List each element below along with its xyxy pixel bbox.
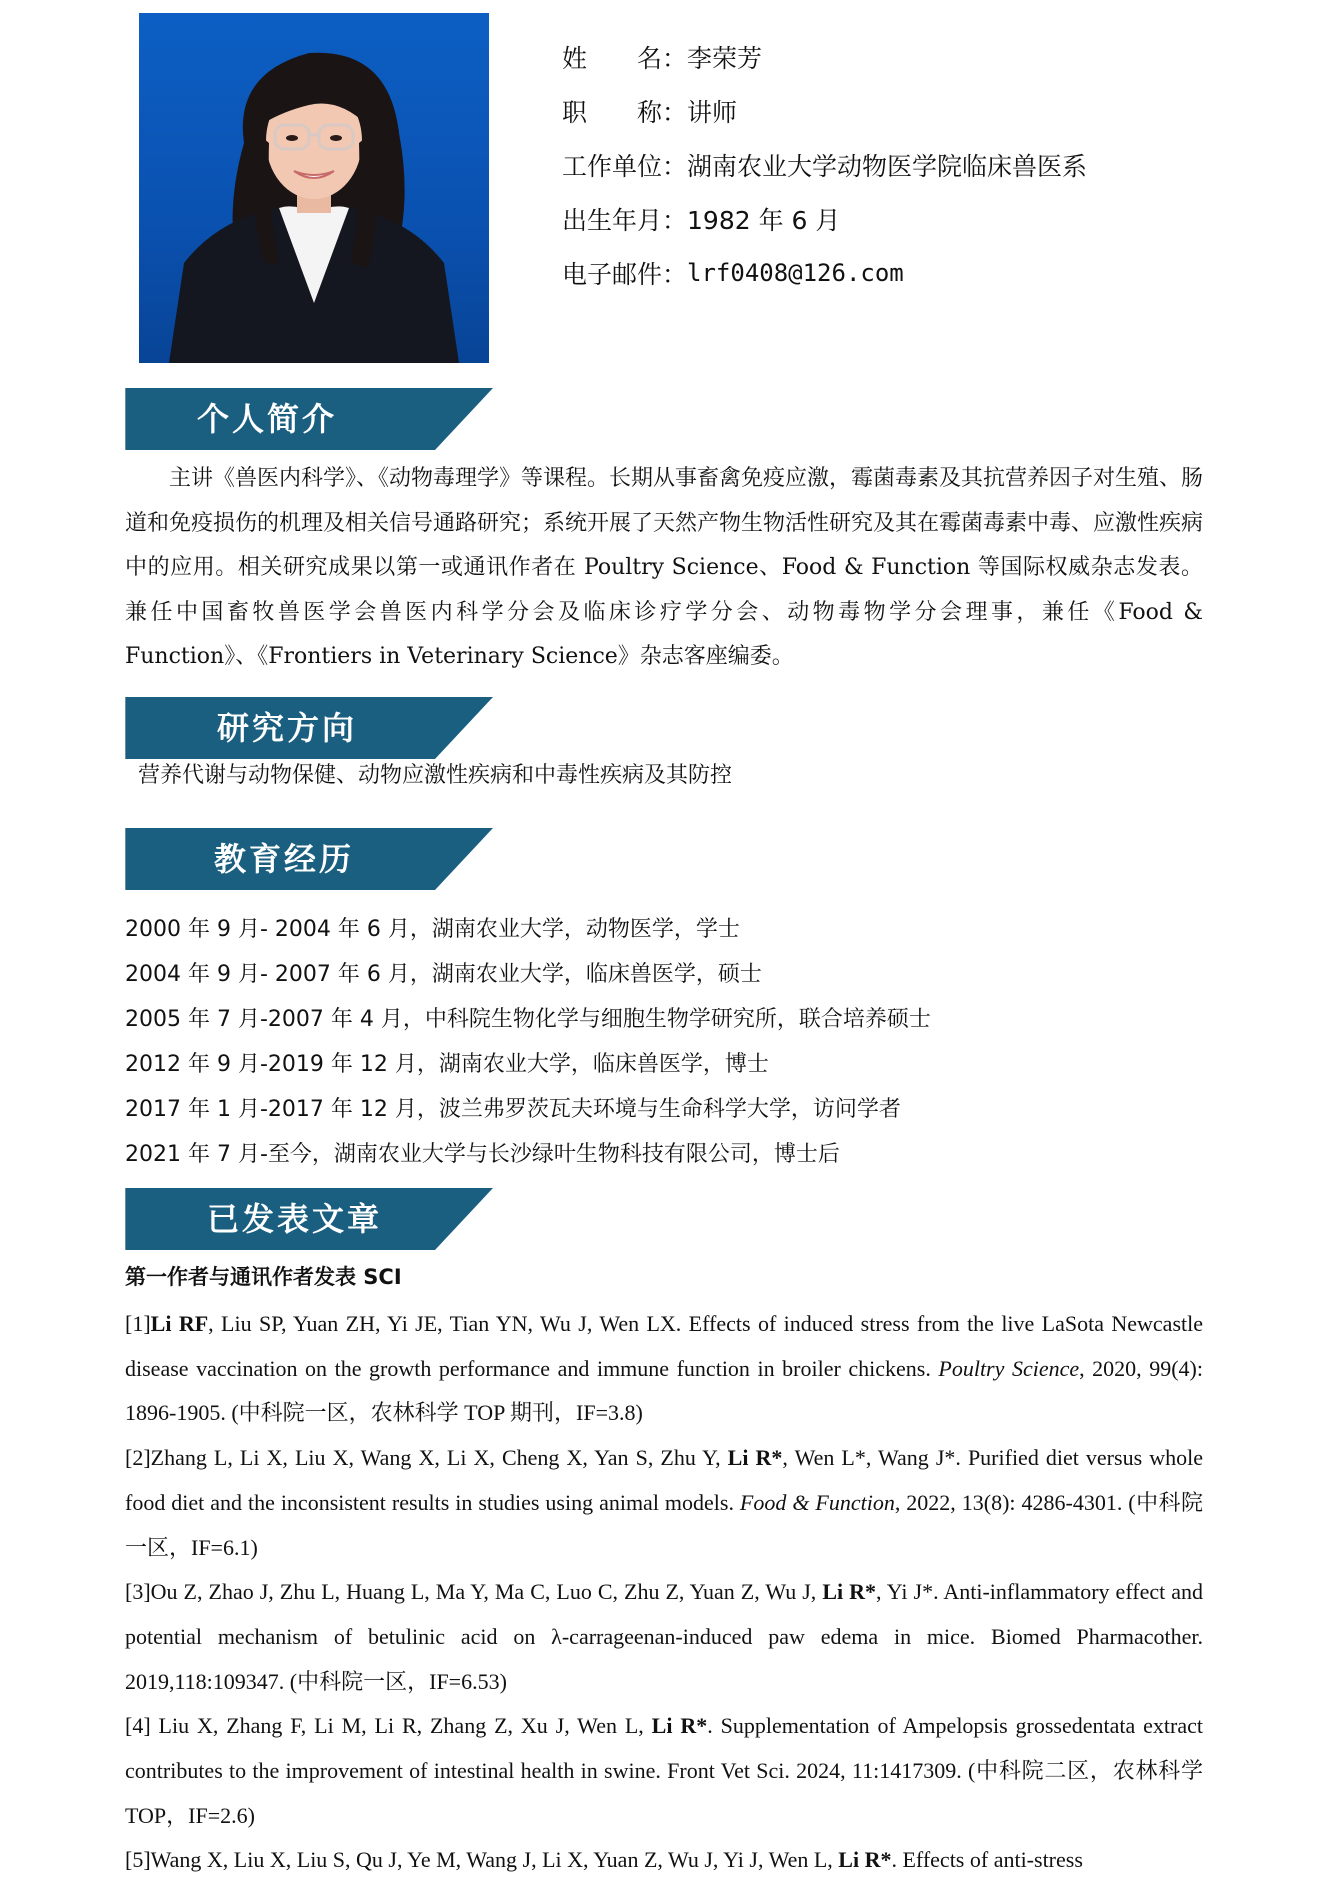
section-title-intro: 个人简介 [197,400,338,438]
email-row [562,246,1087,300]
ref-authors: , Wen L*, Wang J*. [782,1445,968,1471]
ref-author-highlight: Li R* [822,1579,877,1605]
unit-value: 湖南农业大学动物医学院临床兽医系 [687,152,1088,181]
education-item: 2017 年 1 月-2017 年 12 月，波兰弗罗茨瓦夫环境与生命科学大学，访问学者 [125,1097,901,1122]
ref-authors: Ou Z, Zhao J, Zhu L, Huang L, Ma Y, Ma C, Luo C, Zhu Z, Yuan Z, Wu J, [150,1579,823,1605]
ref-number: [3] [125,1579,151,1605]
education-item: 2021 年 7 月-至今，湖南农业大学与长沙绿叶生物科技有限公司，博士后 [125,1142,840,1167]
ref-number: [2] [125,1445,151,1471]
education-item: 2005 年 7 月-2007 年 4 月，中科院生物化学与细胞生物学研究所，联合培养硕士 [125,1007,931,1032]
email-value[interactable]: lrf0408@126.com [687,259,904,287]
ref-details: . Effects of anti-stress [891,1847,1083,1873]
ref-details: . Supplementation of Ampelopsis grossedentata extract contributes to the improvement of intestinal health in swine. Front Vet Sci. 2024, 11:1417309. (中科院二区，农林科学 TOP，IF=2.6) [125,1713,1203,1828]
ref-author-highlight: Li RF [150,1311,209,1336]
ref-number: [5] [125,1847,151,1873]
name-row [562,30,1087,84]
birth-label: 出生年月： [562,206,688,235]
birth-row [562,192,1087,246]
education-item: 2000 年 9 月- 2004 年 6 月，湖南农业大学，动物医学，学士 [125,917,740,942]
ref-details: Anti-inflammatory effect and potential mechanism of betulinic acid on λ-carrageenan-induced paw edema in mice. Biomed Pharmacother. 2019,118:109347. (中科院一区，IF=6.53) [125,1579,1203,1694]
ref-authors: , Yi J*. [876,1579,944,1605]
profile-info [562,30,1087,300]
publication-item [125,1838,1203,1883]
section-title-research: 研究方向 [217,709,358,747]
ref-author-highlight: Li R* [651,1713,708,1739]
title-value: 讲师 [687,98,738,127]
research-text: 营养代谢与动物保健、动物应激性疾病和中毒性疾病及其防控 [138,763,733,788]
ref-author-highlight: Li R* [727,1445,783,1471]
section-header-intro [125,388,493,450]
email-label: 电子邮件： [562,260,688,289]
ref-authors: Liu X, Zhang F, Li M, Li R, Zhang Z, Xu J, Wen L, [158,1713,652,1739]
publication-item [125,1436,1203,1570]
unit-label: 工作单位： [562,152,688,181]
ref-details: , 2022, 13(8): 4286-4301. (中科院一区，IF=6.1) [125,1489,1204,1560]
section-header-research [125,697,493,759]
ref-journal: Poultry Science [938,1355,1080,1381]
intro-paragraph: 主讲《兽医内科学》、《动物毒理学》等课程。长期从事畜禽免疫应激，霉菌毒素及其抗营养因子对生殖、肠道和免疫损伤的机理及相关信号通路研究；系统开展了天然产物生物活性研究及其在霉菌毒素中毒、应激性疾病中的应用。相关研究成果以第一或通讯作者在 Poultry Science、Food & Function 等国际权威杂志发表。兼任中国畜牧兽医学会兽医内科学分会及临床诊疗学分会、动物毒物学分会理事，兼任《Food & Function》、《Frontiers in Veterinary Science》杂志客座编委。 [125,466,1204,670]
ref-author-highlight: Li R* [838,1847,892,1873]
section-title-publications: 已发表文章 [207,1200,383,1238]
profile-photo [139,13,489,363]
ref-title: Effects of induced stress from the live LaSota Newcastle disease vaccination on the growth performance and immune function in broiler chickens. [125,1311,1203,1381]
name-value: 李荣芳 [687,44,763,73]
ref-details: , 2020, 99(4): 1896-1905. (中科院一区，农林科学 TOP 期刊，IF=3.8) [125,1355,1203,1426]
publication-item [125,1302,1203,1436]
education-item: 2004 年 9 月- 2007 年 6 月，湖南农业大学，临床兽医学，硕士 [125,962,762,987]
publication-list [125,1302,1203,1883]
name-label: 姓 名： [562,44,688,73]
education-item: 2012 年 9 月-2019 年 12 月，湖南农业大学，临床兽医学，博士 [125,1052,769,1077]
education-list [125,907,931,1177]
ref-journal: Food & Function [739,1489,895,1515]
birth-value: 1982 年 6 月 [687,206,841,235]
publication-item [125,1704,1203,1838]
title-row [562,84,1087,138]
section-title-education: 教育经历 [214,840,355,878]
publication-item [125,1570,1203,1704]
unit-row [562,138,1087,192]
ref-title: Purified diet versus whole food diet and the inconsistent results in studies using animal models. [125,1445,1203,1515]
ref-authors: Zhang L, Li X, Liu X, Wang X, Li X, Cheng X, Yan S, Zhu Y, [150,1445,728,1471]
ref-authors: Wang X, Liu X, Liu S, Qu J, Ye M, Wang J, Li X, Yuan Z, Wu J, Yi J, Wen L, [150,1847,839,1873]
ref-number: [4] [125,1713,159,1739]
ref-number: [1] [125,1311,151,1336]
title-label: 职 称： [562,98,688,127]
ref-authors: , Liu SP, Yuan ZH, Yi JE, Tian YN, Wu J, Wen LX. [208,1311,689,1336]
section-header-publications [125,1188,493,1250]
section-header-education [125,828,493,890]
publications-subheading: 第一作者与通讯作者发表 SCI [125,1265,402,1289]
